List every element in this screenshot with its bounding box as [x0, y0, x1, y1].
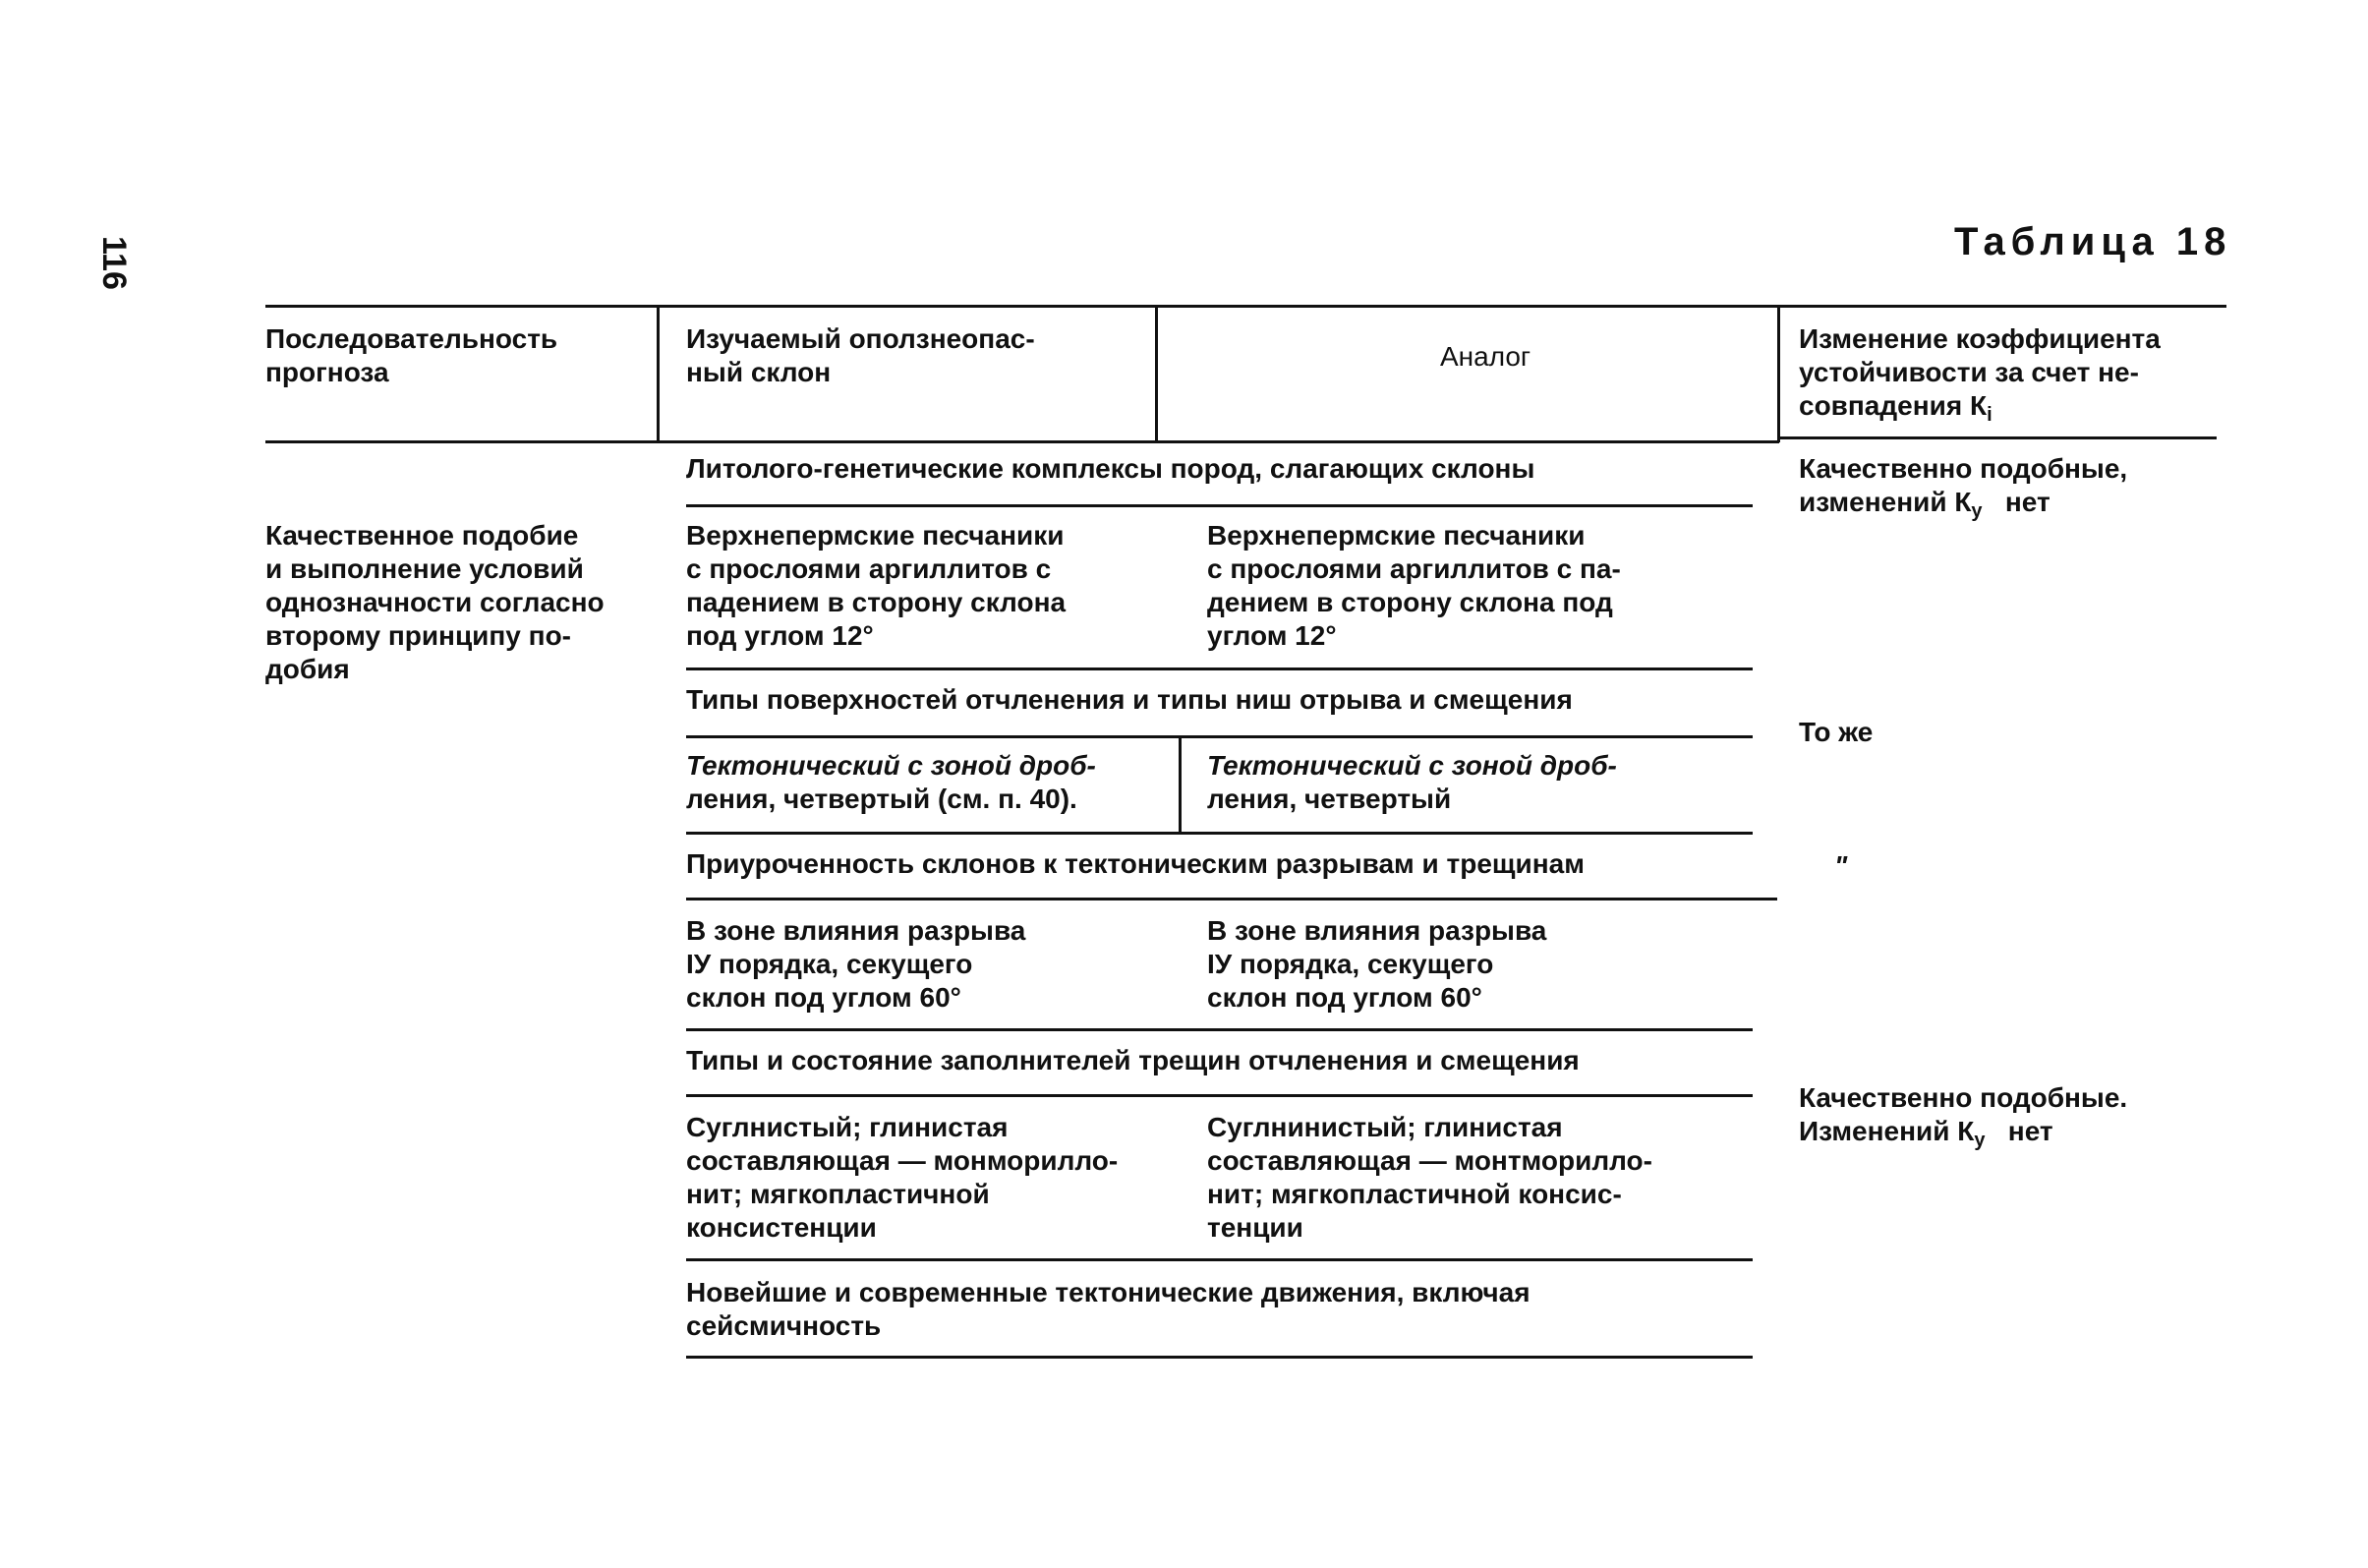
section-4-analog-line-2: составляющая — монтморилло-: [1207, 1145, 1652, 1176]
section-3-title-rule: [686, 898, 1777, 900]
section-4-analog-line-1: Суглнинистый; глинистая: [1207, 1112, 1563, 1142]
section-3-analog-line-3: склон под углом 60°: [1207, 982, 1482, 1013]
section-1-title-rule: [686, 504, 1753, 507]
section-4-studied-line-4: консистенции: [686, 1212, 877, 1243]
section-4-studied-line-2: составляющая — монморилло-: [686, 1145, 1119, 1176]
section-1-bottom-rule: [686, 668, 1753, 670]
header-sequence-line-1: Последовательность: [265, 323, 558, 354]
section-3-bottom-rule: [686, 1028, 1753, 1031]
section-4-change-tail: нет: [2007, 1116, 2053, 1146]
section-4-studied-line-3: нит; мягкопластичной: [686, 1179, 990, 1209]
section-4-title-rule: [686, 1094, 1753, 1097]
section-1-change-tail: нет: [2004, 487, 2050, 517]
header-change-line-3: [1799, 389, 1993, 432]
header-rule-right: [1779, 436, 2217, 439]
header-change-line-2: устойчивости за счет не-: [1799, 357, 2139, 387]
section-4-studied-line-1: Суглнистый; глинистая: [686, 1112, 1009, 1142]
section-1-change-line-1: Качественно подобные,: [1799, 453, 2128, 484]
page-number: 116: [95, 236, 133, 290]
sequence-text-line-3: однозначности согласно: [265, 587, 605, 617]
section-2-title: Типы поверхностей отчленения и типы ниш отрыва и смещения: [686, 684, 1573, 715]
section-4-analog-line-3: нит; мягкопластичной консис-: [1207, 1179, 1622, 1209]
header-divider-1: [657, 305, 660, 442]
section-1-studied-line-2: с прослоями аргиллитов с: [686, 553, 1052, 584]
section-3-analog-line-2: IУ порядка, секущего: [1207, 949, 1494, 979]
section-2-analog-line-2: ления, четвертый: [1207, 784, 1452, 814]
sequence-text-line-2: и выполнение условий: [265, 553, 584, 584]
header-change-line-1: Изменение коэффициента: [1799, 323, 2161, 354]
section-1-analog-line-4: углом 12°: [1207, 620, 1337, 651]
sequence-text-line-5: добия: [265, 654, 350, 684]
section-2-studied-line-1: Тектонический с зоной дроб-: [686, 750, 1096, 781]
section-3-title: Приуроченность склонов к тектоническим разрывам и трещинам: [686, 848, 1585, 879]
section-1-studied-line-4: под углом 12°: [686, 620, 874, 651]
section-2-title-rule: [686, 735, 1753, 738]
section-2-bottom-rule: [686, 832, 1753, 835]
section-3-studied-line-3: склон под углом 60°: [686, 982, 961, 1013]
section-4-change-line-1: Качественно подобные.: [1799, 1082, 2128, 1113]
header-studied-line-2: ный склон: [686, 357, 832, 387]
section-1-title: Литолого-генетические комплексы пород, слагающих склоны: [686, 453, 1535, 484]
section-3-studied-line-1: В зоне влияния разрыва: [686, 915, 1026, 946]
section-2-analog-line-1: Тектонический с зоной дроб-: [1207, 750, 1617, 781]
section-5-bottom-rule: [686, 1356, 1753, 1359]
section-1-change-subscript: у: [1971, 500, 1983, 522]
table-title: Таблица 18: [1954, 220, 2232, 263]
section-2-change: То же: [1799, 717, 1874, 747]
section-1-change-line-2: [1799, 486, 2050, 528]
section-4-analog-line-4: тенции: [1207, 1212, 1303, 1243]
section-1-analog-line-1: Верхнепермские песчаники: [1207, 520, 1586, 551]
sequence-text-line-1: Качественное подобие: [265, 520, 579, 551]
header-divider-2: [1155, 305, 1158, 442]
section-5-title-line-1: Новейшие и современные тектонические движения, включая: [686, 1277, 1531, 1307]
section-1-analog-line-2: с прослоями аргиллитов с па-: [1207, 553, 1621, 584]
header-change-line-3-text: совпадения К: [1799, 390, 1988, 421]
section-2-studied-line-2: ления, четвертый (см. п. 40).: [686, 784, 1077, 814]
section-4-bottom-rule: [686, 1258, 1753, 1261]
header-rule-left: [265, 440, 1779, 443]
section-1-change-text: изменений К: [1799, 487, 1972, 517]
table-top-rule: [265, 305, 2226, 308]
section-3-studied-line-2: IУ порядка, секущего: [686, 949, 973, 979]
section-4-title: Типы и состояние заполнителей трещин отчленения и смещения: [686, 1045, 1580, 1075]
header-analog: Аналог: [1440, 341, 1531, 372]
section-1-studied-line-1: Верхнепермские песчаники: [686, 520, 1065, 551]
section-4-change-line-2: [1799, 1115, 2053, 1157]
section-1-studied-line-3: падением в сторону склона: [686, 587, 1067, 617]
section-1-analog-line-3: дением в сторону склона под: [1207, 587, 1613, 617]
header-studied-line-1: Изучаемый оползнеопас-: [686, 323, 1035, 354]
header-divider-3: [1777, 305, 1780, 442]
section-4-change-subscript: у: [1974, 1130, 1986, 1151]
section-3-analog-line-1: В зоне влияния разрыва: [1207, 915, 1547, 946]
section-4-change-text: Изменений К: [1799, 1116, 1975, 1146]
section-5-title-line-2: сейсмичность: [686, 1310, 882, 1341]
section-2-col-divider: [1179, 737, 1182, 834]
header-sequence-line-2: прогноза: [265, 357, 389, 387]
header-change-subscript: i: [1987, 404, 1993, 426]
section-3-change: ": [1834, 850, 1848, 881]
sequence-text-line-4: второму принципу по-: [265, 620, 571, 651]
